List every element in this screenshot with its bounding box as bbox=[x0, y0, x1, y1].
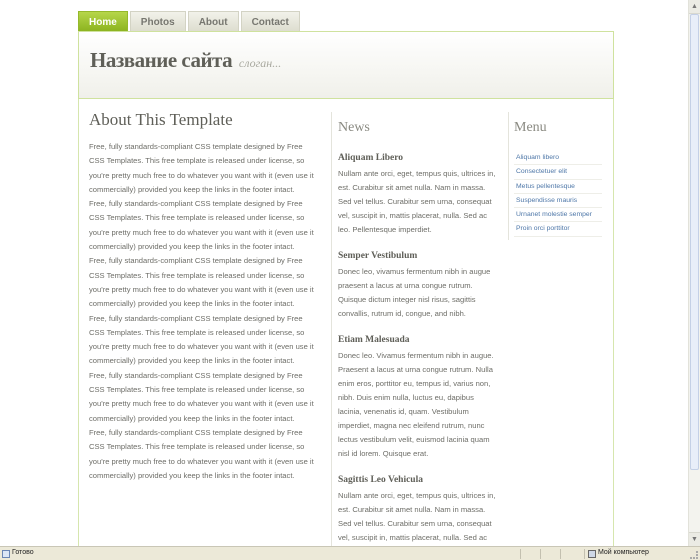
content-paragraph: Free, fully standards-compliant CSS template designed by Free CSS Templates. This free template is released under license, so you're pretty much free to do whatever you want with it (even use it commercially) provided you keep the links in the footer intact. bbox=[89, 256, 314, 309]
status-divider bbox=[540, 549, 541, 559]
status-divider bbox=[560, 549, 561, 559]
menu-link-suspendisse-mauris[interactable]: Suspendisse mauris bbox=[514, 194, 602, 208]
news-item-title: Aliquam Libero bbox=[338, 153, 404, 163]
main-content bbox=[89, 110, 319, 483]
tab-home[interactable]: Home bbox=[78, 11, 128, 32]
news-item-text: Donec leo, vivamus fermentum nibh in augue praesent a lacus at urna congue rutrum. Quisque dictum integer nisl risus, sagittis convallis, rutrum id, congue, and nibh. bbox=[338, 267, 491, 318]
news-item-text: Nullam ante orci, eget, tempus quis, ultrices in, est. Curabitur sit amet nulla. Nam in massa. Sed vel tellus. Curabitur sem urna, consequat vel, suscipit in, mattis placerat, nulla. Sed ac leo. Pellentesque imperdiet. bbox=[338, 169, 496, 234]
column-divider bbox=[331, 112, 332, 546]
news-item-title: Semper Vestibulum bbox=[338, 251, 418, 261]
tab-contact[interactable]: Contact bbox=[241, 11, 300, 32]
status-divider bbox=[584, 549, 585, 559]
news-item-text: Donec leo. Vivamus fermentum nibh in augue. Praesent a lacus at urna congue rutrum. Nulla enim eros, porttitor eu, tempus id, varius non, nibh. Duis enim nulla, luctus eu, dapibus lacinia, venenatis id, quam. Vestibulum imperdiet, magna nec eleifend rutrum, nunc lectus vestibulum velit, euismod lacinia quam nisl id lorem. Quisque erat. bbox=[338, 351, 494, 458]
news-item bbox=[338, 150, 498, 237]
news-item bbox=[338, 248, 498, 321]
news-item-title: Sagittis Leo Vehicula bbox=[338, 475, 423, 485]
menu-link-urnanet-molestie[interactable]: Urnanet molestie semper bbox=[514, 208, 602, 222]
page-icon bbox=[2, 550, 10, 558]
content-paragraph: Free, fully standards-compliant CSS template designed by Free CSS Templates. This free template is released under license, so you're pretty much free to do whatever you want with it (even use it commercially) provided you keep the links in the footer intact. bbox=[89, 427, 314, 480]
browser-status-bar bbox=[0, 546, 700, 560]
menu-heading: Menu bbox=[514, 120, 547, 135]
menu-link-metus-pellentesque[interactable]: Metus pellentesque bbox=[514, 180, 602, 194]
status-text: Готово bbox=[12, 549, 34, 556]
site-title[interactable]: Название сайта bbox=[90, 48, 233, 72]
content-paragraph: Free, fully standards-compliant CSS template designed by Free CSS Templates. This free template is released under license, so you're pretty much free to do whatever you want with it (even use it commercially) provided you keep the links in the footer intact. bbox=[89, 142, 314, 194]
status-divider bbox=[520, 549, 521, 559]
scroll-down-arrow-icon[interactable]: ▼ bbox=[689, 532, 700, 546]
menu-link-aliquam-libero[interactable]: Aliquam libero bbox=[514, 151, 602, 165]
content-paragraph: Free, fully standards-compliant CSS template designed by Free CSS Templates. This free template is released under license, so you're pretty much free to do whatever you want with it (even use it commercially) provided you keep the links in the footer intact. bbox=[89, 313, 314, 366]
menu-link-consectetuer-elit[interactable]: Consectetuer elit bbox=[514, 165, 602, 179]
news-heading: News bbox=[338, 120, 370, 135]
vertical-scrollbar[interactable] bbox=[688, 0, 700, 546]
resize-grip-icon[interactable] bbox=[690, 551, 698, 559]
content-paragraph: Free, fully standards-compliant CSS template designed by Free CSS Templates. This free template is released under license, so you're pretty much free to do whatever you want with it (even use it commercially) provided you keep the links in the footer intact. bbox=[89, 370, 314, 423]
site-slogan: слоган... bbox=[238, 56, 282, 70]
scroll-thumb[interactable] bbox=[690, 14, 699, 470]
news-item-text: Nullam ante orci, eget, tempus quis, ultrices in, est. Curabitur sit amet nulla. Nam in massa. Sed vel tellus. Curabitur sem urna, consequat vel, suscipit in, mattis placerat, nulla. Sed ac bbox=[338, 491, 496, 542]
news-sidebar bbox=[338, 120, 498, 560]
menu-link-proin-orci[interactable]: Proin orci porttitor bbox=[514, 222, 602, 236]
main-nav bbox=[78, 11, 302, 32]
content-paragraph: Free, fully standards-compliant CSS template designed by Free CSS Templates. This free template is released under license, so you're pretty much free to do whatever you want with it (even use it commercially) provided you keep the links in the footer intact. bbox=[89, 199, 314, 252]
news-item-title: Etiam Malesuada bbox=[338, 335, 410, 345]
tab-photos[interactable]: Photos bbox=[130, 11, 186, 32]
column-divider bbox=[508, 112, 509, 240]
site-title-block bbox=[90, 48, 281, 73]
menu-sidebar bbox=[514, 120, 602, 237]
tab-about[interactable]: About bbox=[188, 11, 239, 32]
site-header bbox=[78, 31, 614, 99]
news-item bbox=[338, 332, 498, 461]
computer-icon bbox=[588, 550, 596, 558]
security-zone-text: Мой компьютер bbox=[598, 549, 649, 556]
content-title: About This Template bbox=[89, 110, 233, 129]
scroll-up-arrow-icon[interactable]: ▲ bbox=[689, 0, 700, 14]
